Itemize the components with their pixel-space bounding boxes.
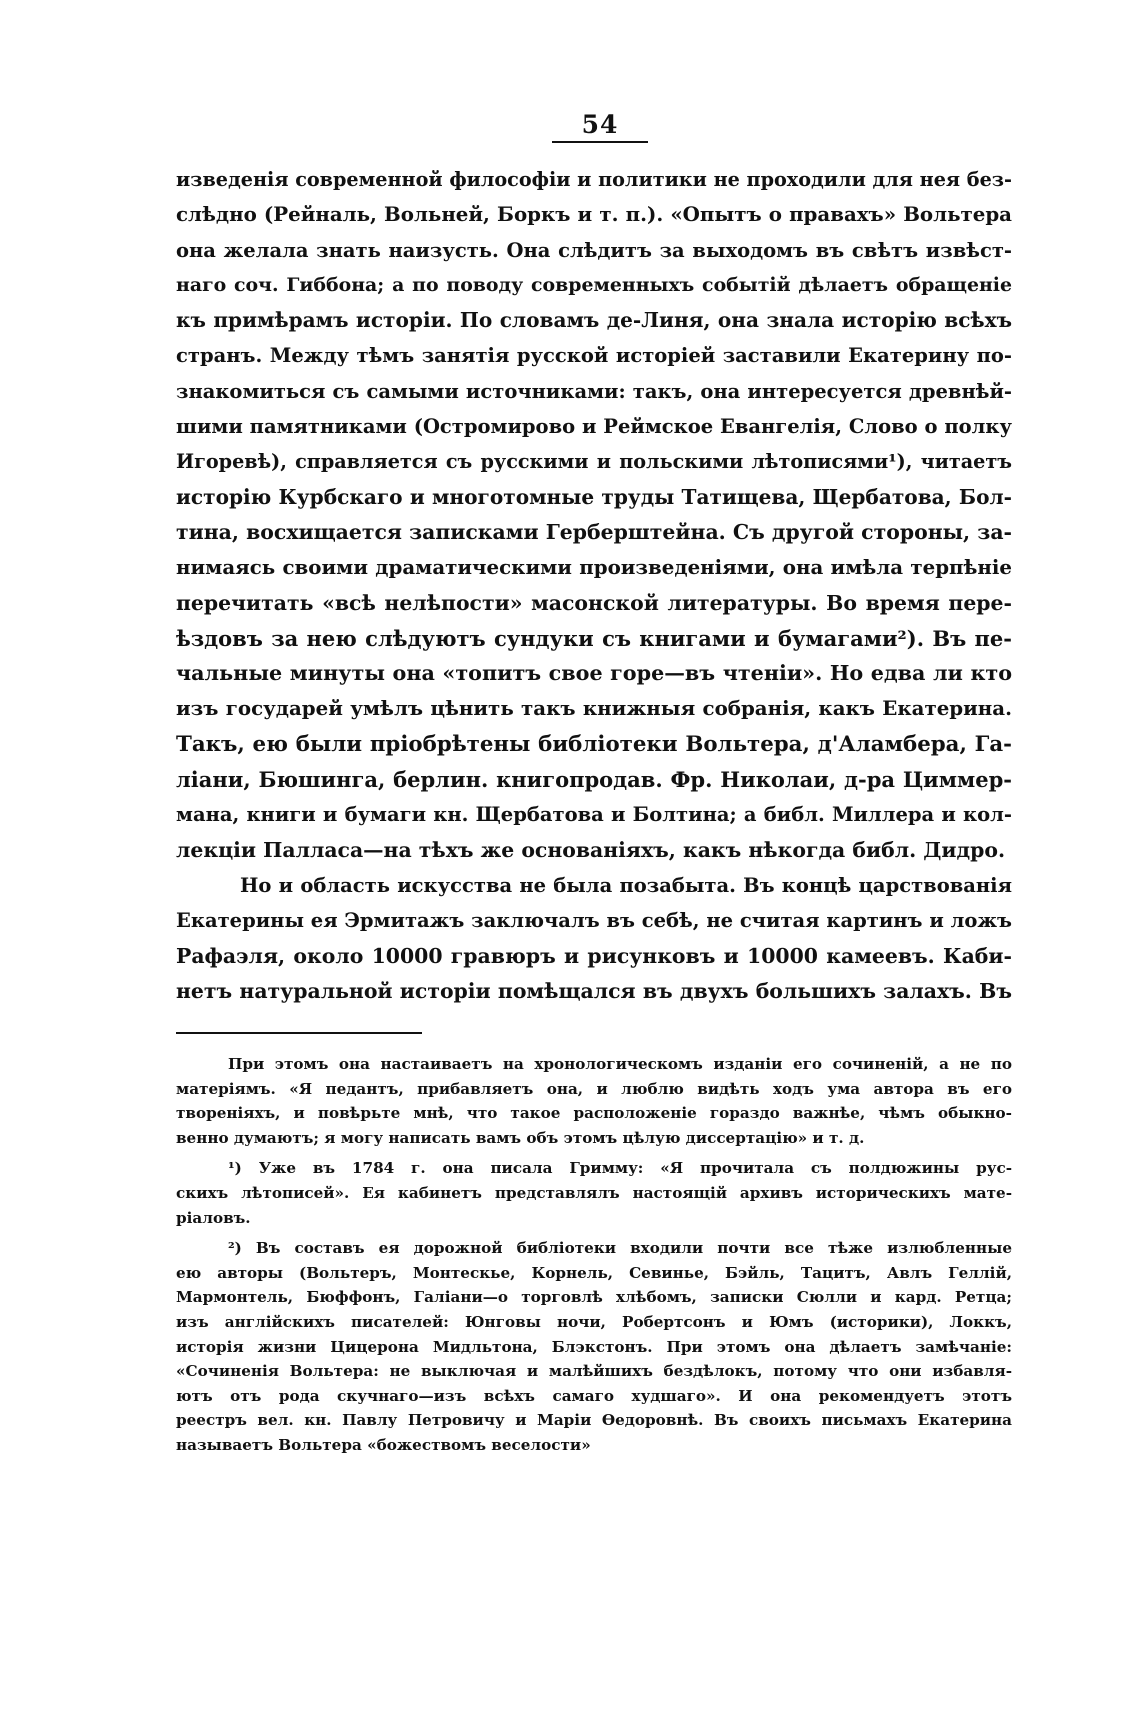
footnote-2-line: ею авторы (Вольтеръ, Монтескье, Корнель, Севинье, Бэйль, Тацитъ, Авлъ Геллій, — [176, 1263, 1012, 1282]
text-line: чальные минуты она «топитъ свое горе—въ чтеніи». Но едва ли кто — [176, 661, 1012, 686]
text-line: Рафаэля, около 10000 гравюръ и рисунковъ и 10000 камеевъ. Каби- — [176, 943, 1012, 968]
text-line: странъ. Между тѣмъ занятія русской исторіей заставили Екатерину по- — [176, 344, 1012, 368]
text-line: изведенія современной философіи и политики не проходили для нея без- — [176, 168, 1012, 191]
text-line: мана, книги и бумаги кн. Щербатова и Болтина; а библ. Миллера и кол- — [176, 803, 1012, 827]
text-line: Игоревѣ), справляется съ русскими и польскими лѣтописями¹), читаетъ — [176, 450, 1012, 474]
paragraph-start-line: Но и область искусства не была позабыта. Въ концѣ царствованія — [240, 873, 1012, 897]
text-line: знакомиться съ самыми источниками: такъ, она интересуется древнѣй- — [176, 379, 1012, 403]
footnote-1-line: ¹) Уже въ 1784 г. она писала Гримму: «Я прочитала съ полдюжины рус- — [228, 1159, 1012, 1178]
text-line: шими памятниками (Остромирово и Реймское Евангелія, Слово о полку — [176, 415, 1012, 439]
footnote-2-line: изъ англійскихъ писателей: Юнговы ночи, Робертсонъ и Юмъ (историки), Локкъ, — [176, 1312, 1012, 1331]
footnote-line: матеріямъ. «Я педантъ, прибавляетъ она, и люблю видѣть ходъ ума автора въ его — [176, 1079, 1012, 1098]
footnotes — [176, 1052, 1012, 1458]
footnote-2-line: Мармонтель, Бюффонъ, Галіани—о торговлѣ хлѣбомъ, записки Сюлли и кард. Ретца; — [176, 1288, 1012, 1307]
footnote-2-line: ютъ отъ рода скучнаго—изъ всѣхъ самаго худшаго». И она рекомендуетъ этотъ — [176, 1386, 1012, 1405]
text-line: наго соч. Гиббона; а по поводу современныхъ событій дѣлаетъ обращеніе — [176, 273, 1012, 296]
footnote-line: При этомъ она настаиваетъ на хронологическомъ изданіи его сочиненій, а не по — [228, 1055, 1012, 1073]
footnote-2-line: исторія жизни Цицерона Мидльтона, Блэкстонъ. При этомъ она дѣлаетъ замѣчаніе: — [176, 1337, 1012, 1356]
text-line: лекціи Палласа—на тѣхъ же основаніяхъ, какъ нѣкогда библ. Дидро. — [176, 837, 1006, 862]
text-line: ліани, Бюшинга, берлин. книгопродав. Фр. Николаи, д-ра Циммер- — [176, 767, 1012, 793]
text-line: Екатерины ея Эрмитажъ заключалъ въ себѣ, не считая картинъ и ложъ — [176, 909, 1012, 933]
footnote-2-line: называетъ Вольтера «божествомъ веселости» — [176, 1435, 591, 1454]
footnote-2-line: «Сочиненія Вольтера: не выключая и малѣйшихъ бездѣлокъ, потому что они избавля- — [176, 1362, 1012, 1381]
text-line: слѣдно (Рейналь, Вольней, Боркъ и т. п.). «Опытъ о правахъ» Вольтера — [176, 202, 1012, 227]
text-line: исторію Курбскаго и многотомные труды Татищева, Щербатова, Бол- — [176, 484, 1012, 509]
text-line: Такъ, ею были пріобрѣтены библіотеки Вольтера, д'Аламбера, Га- — [176, 731, 1012, 757]
text-line: тина, восхищается записками Герберштейна. Съ другой стороны, за- — [176, 519, 1012, 544]
text-line: она желала знать наизусть. Она слѣдитъ за выходомъ въ свѣтъ извѣст- — [176, 238, 1012, 262]
footnote-1-line: ріаловъ. — [176, 1208, 251, 1227]
text-line: нимаясь своими драматическими произведеніями, она имѣла терпѣніе — [176, 555, 1012, 580]
text-line: изъ государей умѣлъ цѣнить такъ книжныя собранія, какъ Екатерина. — [176, 696, 1012, 721]
footnote-1-line: скихъ лѣтописей». Ея кабинетъ представлялъ настоящій архивъ историческихъ мате- — [176, 1183, 1012, 1202]
text-line: нетъ натуральной исторіи помѣщался въ двухъ большихъ залахъ. Въ — [176, 978, 1012, 1003]
footnote-2-line: реестръ вел. кн. Павлу Петровичу и Маріи Ѳедоровнѣ. Въ своихъ письмахъ Екатерина — [176, 1411, 1012, 1430]
footnote-separator — [176, 1032, 422, 1034]
page-number: 54 — [581, 110, 619, 139]
footnote-line: венно думаютъ; я могу написать вамъ объ этомъ цѣлую диссертацію» и т. д. — [176, 1128, 865, 1147]
text-line: перечитать «всѣ нелѣпости» масонской литературы. Во время пере- — [176, 590, 1012, 615]
main-text — [176, 162, 1012, 1009]
text-line: ѣздовъ за нею слѣдуютъ сундуки съ книгами и бумагами²). Въ пе- — [176, 625, 1012, 651]
footnote-2-line: ²) Въ составъ ея дорожной библіотеки входили почти все тѣже излюбленные — [228, 1239, 1012, 1258]
page-number-rule — [552, 141, 648, 143]
footnote-line: твореніяхъ, и повѣрьте мнѣ, что такое расположеніе гораздо важнѣе, чѣмъ обыкно- — [176, 1104, 1012, 1123]
text-line: къ примѣрамъ исторіи. По словамъ де-Линя, она знала исторію всѣхъ — [176, 308, 1012, 333]
